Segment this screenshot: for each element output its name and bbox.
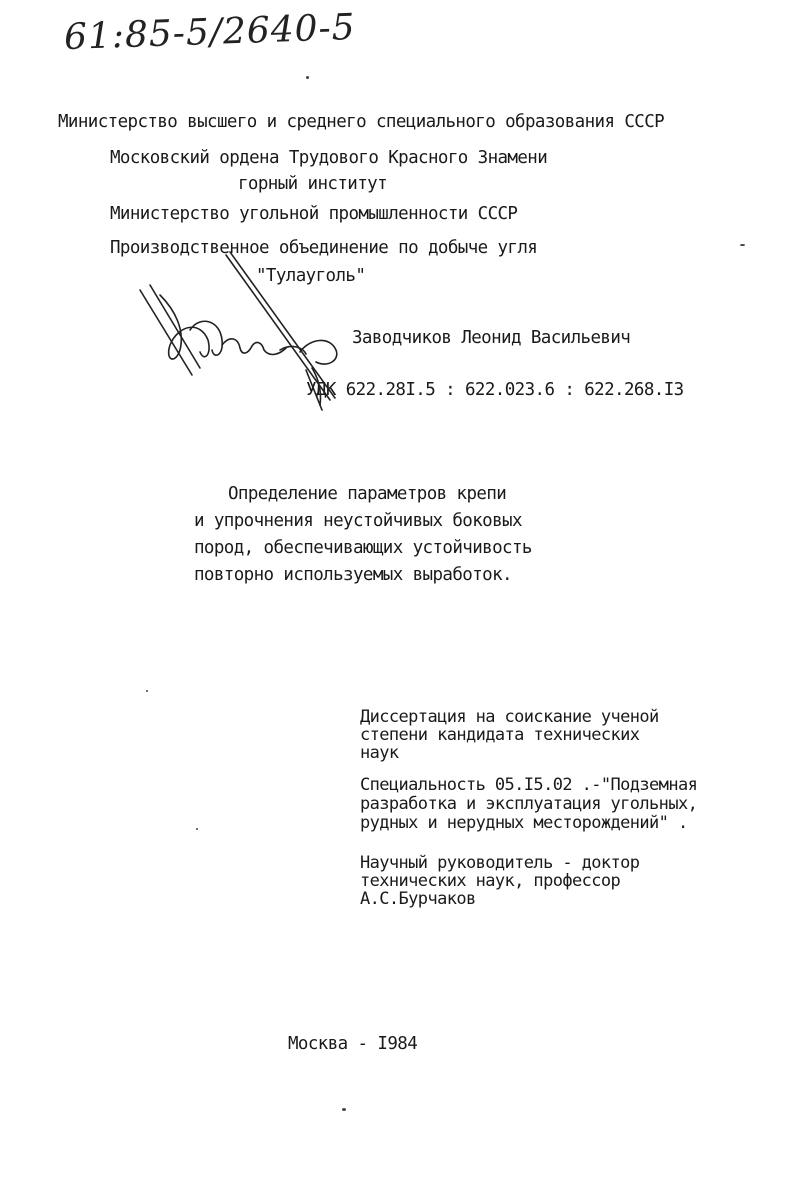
association-line-2: "Тулауголь" [256,266,366,286]
city-year: Москва - I984 [288,1034,418,1054]
scan-speck [196,828,198,830]
association-line-1: Производственное объединение по добыче угля [110,238,538,258]
dissertation-line-1: Диссертация на соискание ученой [360,707,659,727]
ministry-line: Министерство высшего и среднего специального образования СССР [58,112,665,132]
supervisor-line-2: технических наук, профессор [360,871,621,891]
dissertation-line-3: наук [360,743,399,763]
title-line-2: и упрочнения неустойчивых боковых [194,511,522,531]
supervisor-line-1: Научный руководитель - доктор [360,853,640,873]
institute-line-1: Московский ордена Трудового Красного Знамени [110,148,548,168]
title-line-3: пород, обеспечивающих устойчивость [194,538,532,558]
specialty-line-1: Специальность 05.I5.02 .-"Подземная [360,775,698,795]
specialty-line-3: рудных и нерудных месторождений" . [360,813,688,833]
scan-speck [740,244,745,246]
supervisor-line-3: А.С.Бурчаков [360,889,476,909]
institute-line-2: горный институт [238,174,388,194]
udc-code: УДК 622.28I.5 : 622.023.6 : 622.268.I3 [306,380,684,400]
signature-drawing [130,250,370,420]
coal-ministry-line: Министерство угольной промышленности СССР [110,204,518,224]
scan-speck [306,76,309,79]
handwritten-archive-number: 61:85-5/2640-5 [63,6,357,59]
title-line-1: Определение параметров крепи [228,484,507,504]
scan-speck [146,690,148,692]
author-name: Заводчиков Леонид Васильевич [352,328,631,348]
scan-speck [342,1108,346,1111]
specialty-line-2: разработка и эксплуатация угольных, [360,794,698,814]
title-line-4: повторно используемых выработок. [194,565,512,585]
dissertation-line-2: степени кандидата технических [360,725,640,745]
